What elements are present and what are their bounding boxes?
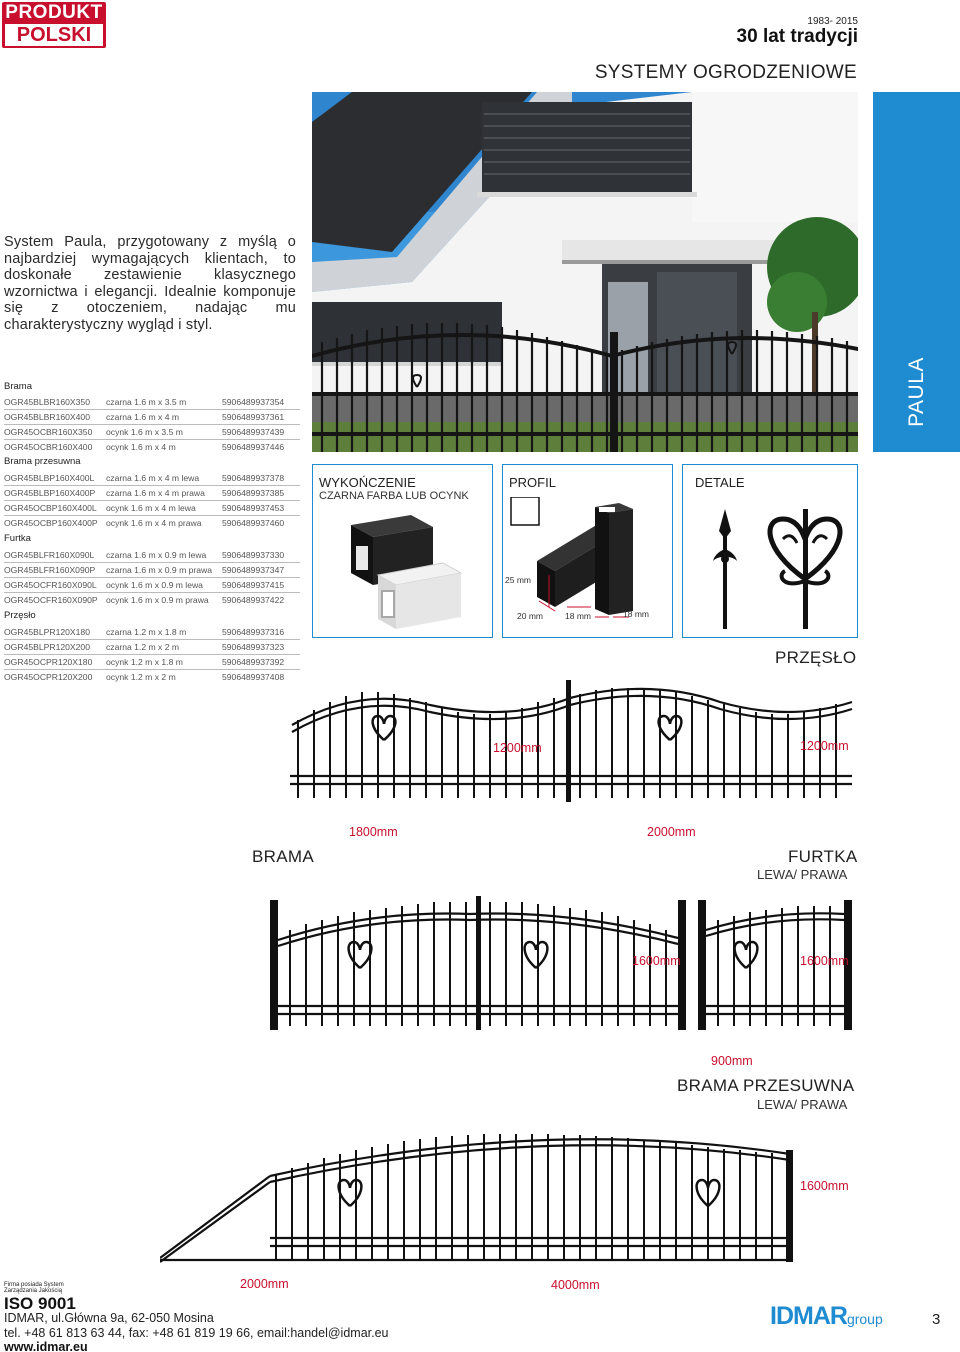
product-ean: 5906489937385: [222, 488, 285, 498]
product-desc: czarna 1.6 m x 0.9 m prawa: [106, 565, 213, 575]
przesuwna-height: 1600mm: [800, 1179, 849, 1193]
section-furtka: Furtka: [4, 533, 31, 544]
przesuwna-width-2000: 2000mm: [240, 1277, 289, 1291]
brama-label: BRAMA: [252, 847, 314, 866]
product-code: OGR45OCFR160X090P: [4, 595, 98, 605]
przesuwna-label: BRAMA PRZESUWNA: [677, 1076, 855, 1095]
profile-title: PROFIL: [509, 475, 556, 490]
section-brama: Brama: [4, 381, 32, 392]
section-brama-przesuwna: Brama przesuwna: [4, 456, 81, 467]
finish-subtitle: CZARNA FARBA LUB OCYNK: [319, 490, 469, 502]
product-desc: ocynk 1.6 m x 4 m: [106, 442, 176, 452]
product-ean: 5906489937354: [222, 397, 285, 407]
dim-20: 20 mm: [517, 611, 543, 621]
product-code: OGR45BLPR120X180: [4, 627, 90, 637]
iso-badge: ISO 9001: [4, 1294, 76, 1313]
ornament-details-illustration: [703, 509, 853, 629]
row-divider: [4, 592, 300, 593]
przeslo-label: PRZĘSŁO: [775, 648, 857, 667]
product-ean: 5906489937392: [222, 657, 285, 667]
product-code: OGR45BLFR160X090P: [4, 565, 96, 575]
product-code: OGR45OCPR120X180: [4, 657, 93, 667]
company-website[interactable]: www.idmar.eu: [4, 1340, 88, 1352]
logo-top-text: PRODUKT: [5, 2, 103, 23]
product-desc: czarna 1.6 m x 0.9 m lewa: [106, 550, 207, 560]
produkt-polski-logo: [2, 2, 106, 48]
product-code: OGR45OCFR160X090L: [4, 580, 97, 590]
paula-side-label: [873, 92, 960, 452]
product-ean: 5906489937361: [222, 412, 285, 422]
section-przeslo: Przęsło: [4, 610, 36, 621]
product-ean: 5906489937422: [222, 595, 285, 605]
row-divider: [4, 639, 300, 640]
product-code: OGR45BLBP160X400P: [4, 488, 96, 498]
dim-25: 25 mm: [505, 575, 531, 585]
przesuwna-sublabel: LEWA/ PRAWA: [757, 1097, 848, 1112]
product-ean: 5906489937347: [222, 565, 285, 575]
row-divider: [4, 577, 300, 578]
product-ean: 5906489937446: [222, 442, 285, 452]
house-illustration: [312, 92, 858, 452]
details-box: [682, 464, 858, 638]
row-divider: [4, 424, 300, 425]
profile-box: [502, 464, 673, 638]
brama-przesuwna-drawing: [160, 1120, 860, 1270]
row-divider: [4, 515, 300, 516]
iso-caption-line2: Zarządzania Jakością: [4, 1288, 63, 1294]
row-divider: [4, 669, 300, 670]
finish-box: [312, 464, 493, 638]
brand-small: group: [846, 1311, 883, 1327]
product-code: OGR45BLBP160X400L: [4, 473, 95, 483]
przeslo-width-1: 1800mm: [349, 825, 398, 839]
row-divider: [4, 409, 300, 410]
row-divider: [4, 654, 300, 655]
furtka-width: 900mm: [711, 1054, 753, 1068]
row-divider: [4, 485, 300, 486]
paula-text: PAULA: [904, 357, 928, 427]
product-code: OGR45BLFR160X090L: [4, 550, 95, 560]
product-ean: 5906489937330: [222, 550, 285, 560]
tradition-title: 30 lat tradycji: [736, 26, 858, 47]
dim-18a: 18 mm: [565, 611, 591, 621]
product-ean: 5906489937460: [222, 518, 285, 528]
dim-18b: 18 mm: [623, 609, 649, 619]
product-code: OGR45BLPR120X200: [4, 642, 90, 652]
product-desc: ocynk 1.2 m x 1.8 m: [106, 657, 183, 667]
product-ean: 5906489937415: [222, 580, 285, 590]
finish-title: WYKOŃCZENIE: [319, 475, 416, 490]
product-ean: 5906489937323: [222, 642, 285, 652]
product-ean: 5906489937316: [222, 627, 285, 637]
product-desc: ocynk 1.6 m x 4 m lewa: [106, 503, 196, 513]
brama-height: 1600mm: [632, 954, 681, 968]
row-divider: [4, 439, 300, 440]
page-number: 3: [932, 1311, 941, 1328]
row-divider: [4, 500, 300, 501]
product-desc: czarna 1.6 m x 4 m prawa: [106, 488, 205, 498]
logo-bottom-text: POLSKI: [5, 24, 103, 46]
product-desc: czarna 1.6 m x 3.5 m: [106, 397, 187, 407]
product-code: OGR45OCBP160X400L: [4, 503, 97, 513]
product-code: OGR45OCBR160X350: [4, 427, 93, 437]
company-address: IDMAR, ul.Główna 9a, 62-050 Mosina: [4, 1311, 214, 1325]
przesuwna-width-4000: 4000mm: [551, 1278, 600, 1292]
product-code: OGR45OCBR160X400: [4, 442, 93, 452]
przeslo-height-2: 1200mm: [800, 739, 849, 753]
product-code: OGR45OCBP160X400P: [4, 518, 98, 528]
details-title: DETALE: [695, 475, 745, 490]
furtka-height: 1600mm: [800, 954, 849, 968]
product-desc: czarna 1.6 m x 4 m: [106, 412, 180, 422]
przeslo-drawing: [280, 680, 860, 810]
category-title: SYSTEMY OGRODZENIOWE: [594, 62, 857, 83]
product-code: OGR45OCPR120X200: [4, 672, 93, 682]
company-contact[interactable]: tel. +48 61 813 63 44, fax: +48 61 819 19 66, email:handel@idmar.eu: [4, 1326, 389, 1340]
brand-main: IDMAR: [770, 1302, 847, 1330]
profile-tubes-illustration: [333, 505, 473, 635]
product-ean: 5906489937378: [222, 473, 285, 483]
przeslo-width-2: 2000mm: [647, 825, 696, 839]
intro-paragraph: System Paula, przygotowany z myślą o najbardziej wymagających klientach, to doskonałe zestawienie klasycznego wzornictwa i elegancji. Idealnie komponuje się z otoczeniem, nadając mu charakterystyczny wygląd i styl.: [4, 234, 296, 333]
product-desc: ocynk 1.6 m x 0.9 m prawa: [106, 595, 209, 605]
product-desc: czarna 1.2 m x 2 m: [106, 642, 180, 652]
product-desc: ocynk 1.6 m x 3.5 m: [106, 427, 183, 437]
iso-caption-line1: Firma posiada System: [4, 1282, 64, 1288]
profile-section-illustration: [509, 497, 669, 627]
product-ean: 5906489937408: [222, 672, 285, 682]
product-desc: ocynk 1.6 m x 0.9 m lewa: [106, 580, 203, 590]
furtka-label: FURTKA: [788, 847, 858, 866]
product-desc: czarna 1.6 m x 4 m lewa: [106, 473, 200, 483]
product-code: OGR45BLBR160X400: [4, 412, 90, 422]
years-range: 1983- 2015: [807, 16, 858, 27]
przeslo-height-1: 1200mm: [493, 741, 542, 755]
product-ean: 5906489937439: [222, 427, 285, 437]
idmar-logo: [770, 1302, 883, 1331]
product-desc: czarna 1.2 m x 1.8 m: [106, 627, 187, 637]
iso-caption: [4, 1282, 64, 1294]
product-desc: ocynk 1.6 m x 4 m prawa: [106, 518, 202, 528]
row-divider: [4, 562, 300, 563]
furtka-sublabel: LEWA/ PRAWA: [757, 867, 848, 882]
product-desc: ocynk 1.2 m x 2 m: [106, 672, 176, 682]
product-photo: [312, 92, 858, 452]
product-code: OGR45BLBR160X350: [4, 397, 90, 407]
brama-furtka-drawing: [270, 880, 860, 1030]
product-ean: 5906489937453: [222, 503, 285, 513]
